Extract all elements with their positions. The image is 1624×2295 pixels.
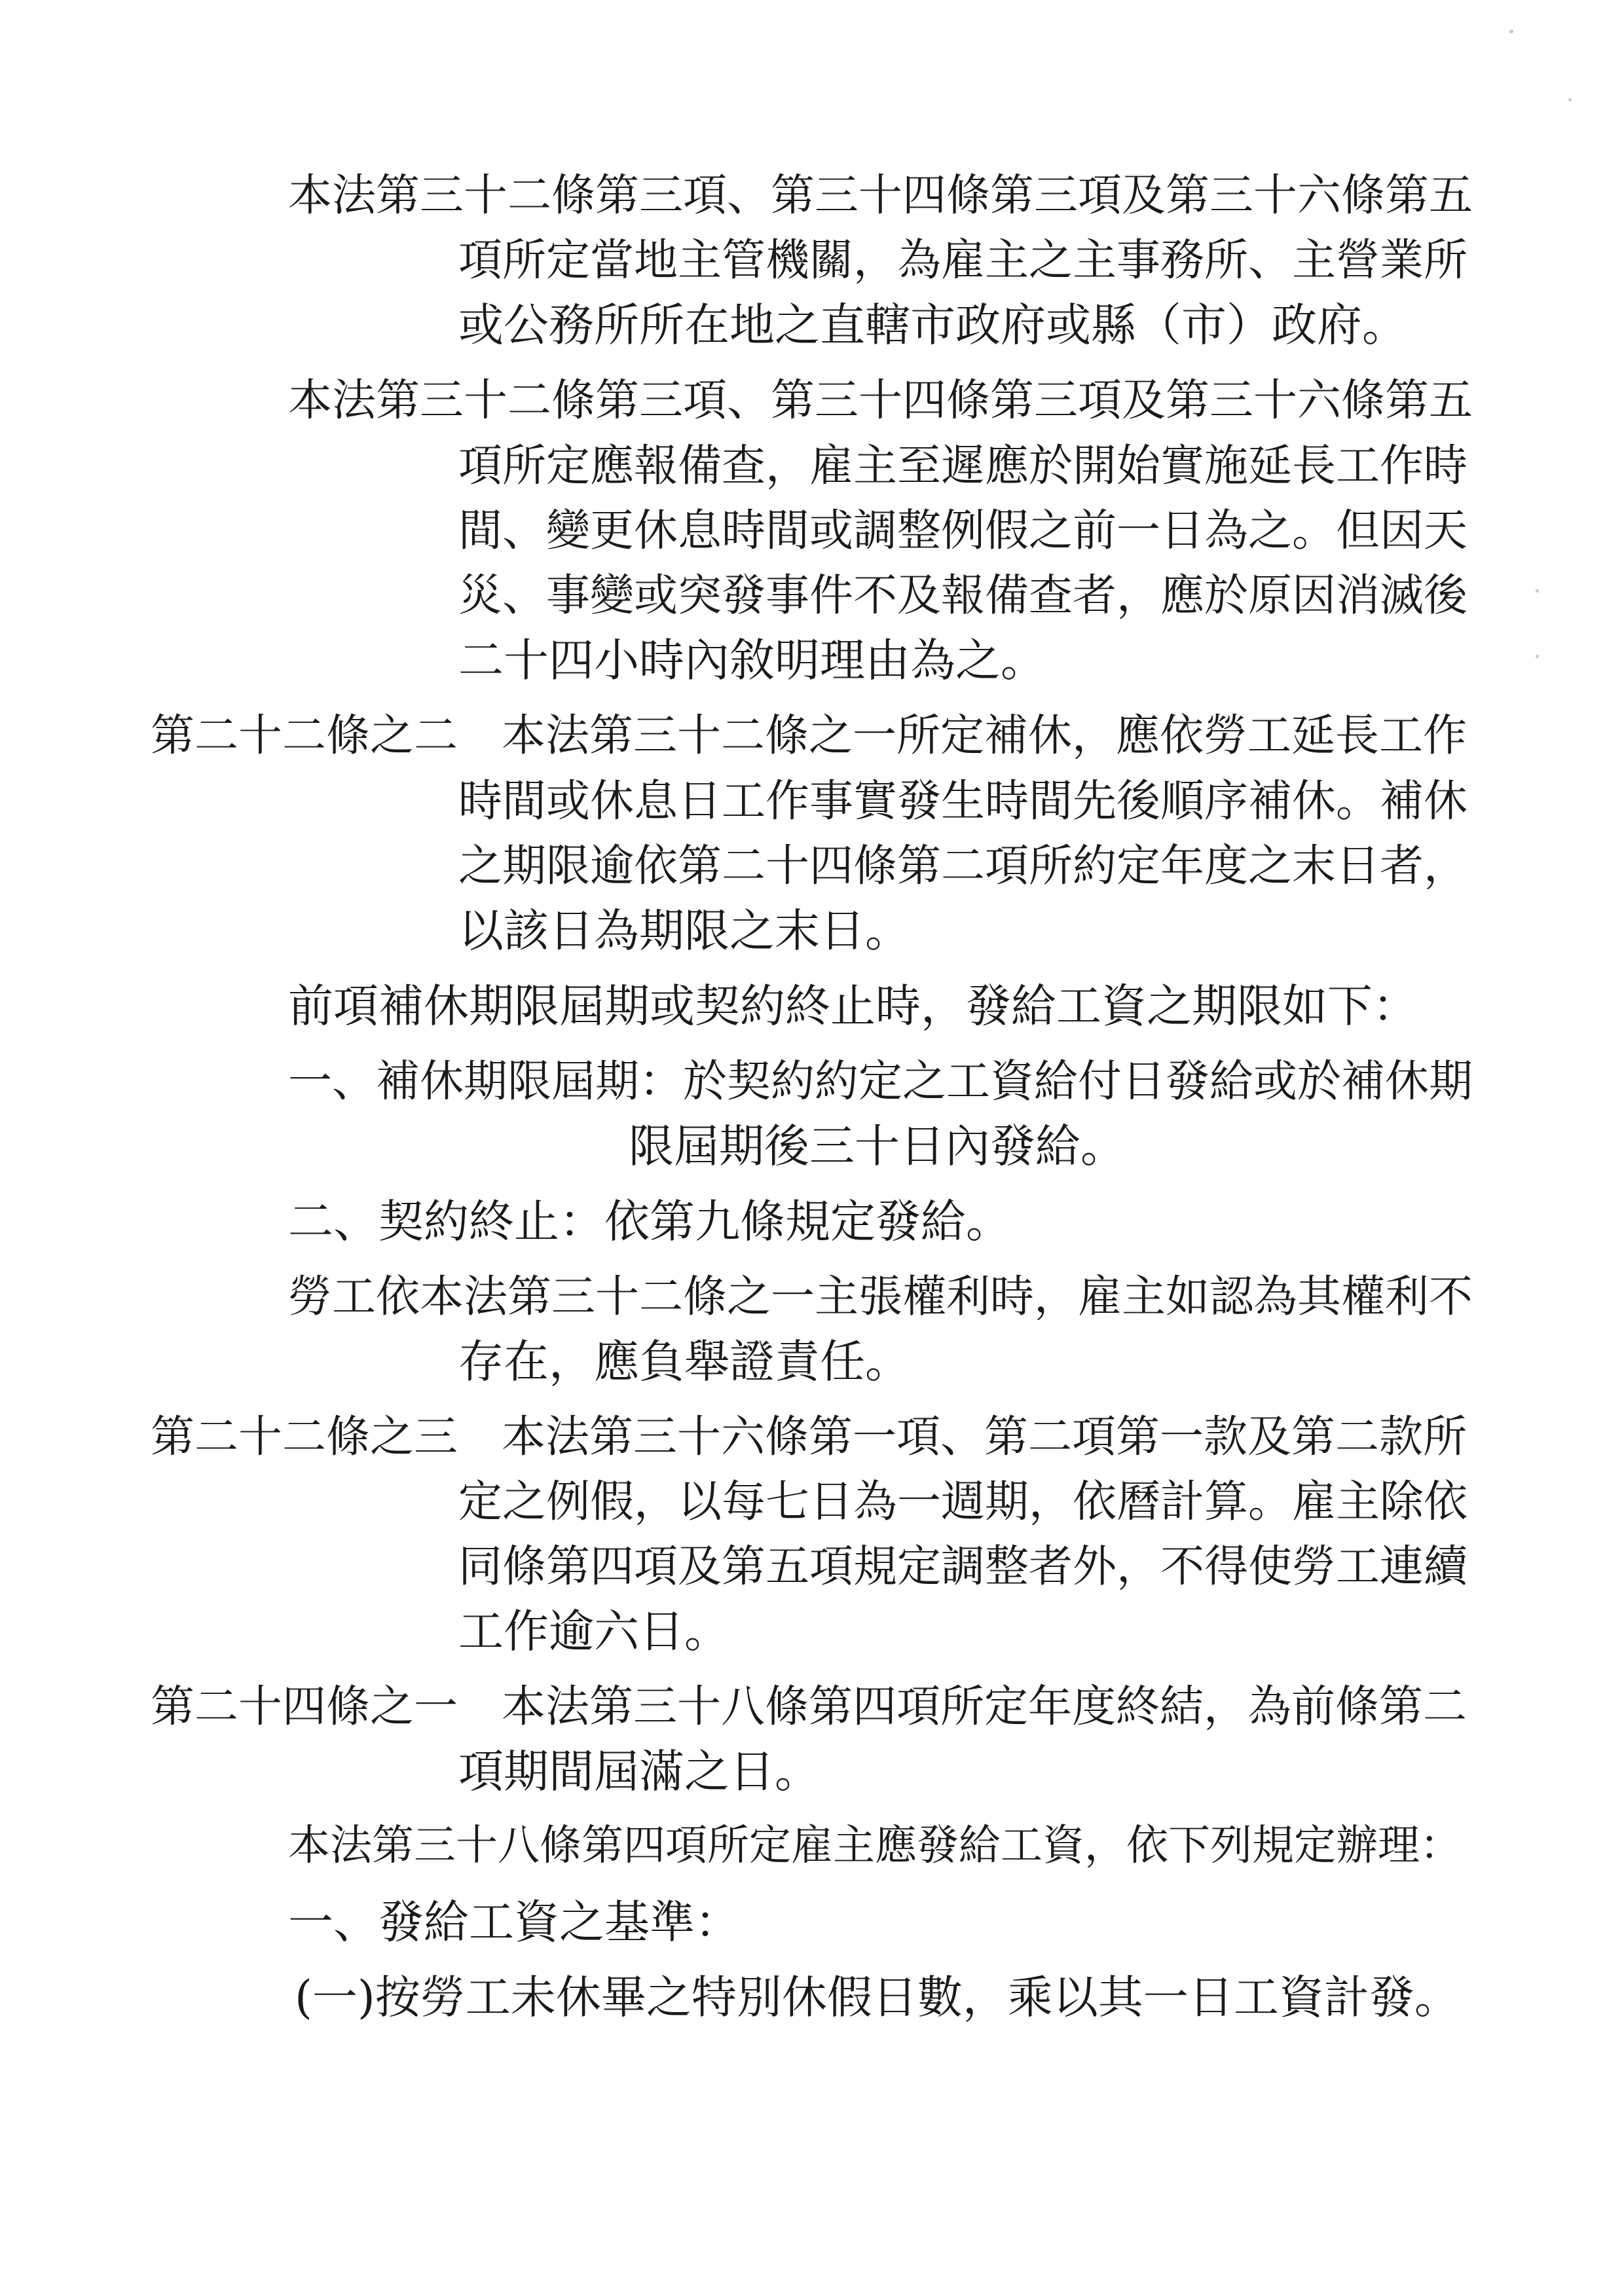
scan-speck <box>1536 589 1539 593</box>
text-line: 項期間屆滿之日。 <box>458 1746 820 1798</box>
text-line: 時間或休息日工作事實發生時間先後順序補休。補休 <box>458 775 1467 826</box>
text-line: 二十四小時內敘明理由為之。 <box>458 634 1046 687</box>
text-line: 前項補休期限屆期或契約終止時，發給工資之期限如下： <box>288 980 1418 1033</box>
text-line: 以該日為期限之末日。 <box>458 905 910 957</box>
scan-speck <box>1536 655 1539 658</box>
text-line: 工作逾六日。 <box>458 1606 729 1658</box>
text-line: 定之例假，以每七日為一週期，依曆計算。雇主除依 <box>458 1476 1467 1527</box>
text-line: 之期限逾依第二十四條第二項所約定年度之末日者， <box>458 840 1467 891</box>
list-item: 一、發給工資之基準： <box>288 1896 740 1949</box>
text-line: 存在，應負舉證責任。 <box>458 1336 910 1388</box>
list-item: (一)按勞工未休畢之特別休假日數，乘以其一日工資計發。 <box>295 1972 1460 2024</box>
text-line: 限屆期後三十日內發給。 <box>629 1120 1126 1173</box>
scan-speck <box>1568 98 1572 101</box>
article-line: 第二十二條之二 本法第三十二條之一所定補休，應依勞工延長工作 <box>151 710 1467 761</box>
text-line: 項所定應報備查，雇主至遲應於開始實施延長工作時 <box>458 440 1467 491</box>
scan-speck <box>1509 29 1513 33</box>
text-line: 間、變更休息時間或調整例假之前一日為之。但因天 <box>458 505 1467 556</box>
text-line: 或公務所所在地之直轄市政府或縣（市）政府。 <box>458 299 1407 352</box>
text-line: 勞工依本法第三十二條之一主張權利時，雇主如認為其權利不 <box>288 1271 1473 1322</box>
list-item: 二、契約終止：依第九條規定發給。 <box>288 1196 1011 1248</box>
article-line: 第二十二條之三 本法第三十六條第一項、第二項第一款及第二款所 <box>151 1411 1467 1462</box>
article-line: 第二十四條之一 本法第三十八條第四項所定年度終結，為前條第二 <box>151 1681 1467 1732</box>
text-line: 本法第三十二條第三項、第三十四條第三項及第三十六條第五 <box>288 375 1473 426</box>
text-line: 本法第三十八條第四項所定雇主應發給工資，依下列規定辦理： <box>288 1822 1462 1870</box>
text-line: 災、事變或突發事件不及報備查者，應於原因消滅後 <box>458 570 1467 621</box>
list-item: 一、補休期限屆期：於契約約定之工資給付日發給或於補休期 <box>288 1056 1473 1107</box>
text-line: 項所定當地主管機關，為雇主之主事務所、主營業所 <box>458 234 1467 285</box>
text-line: 同條第四項及第五項規定調整者外，不得使勞工連續 <box>458 1541 1467 1592</box>
text-line: 本法第三十二條第三項、第三十四條第三項及第三十六條第五 <box>288 170 1473 221</box>
